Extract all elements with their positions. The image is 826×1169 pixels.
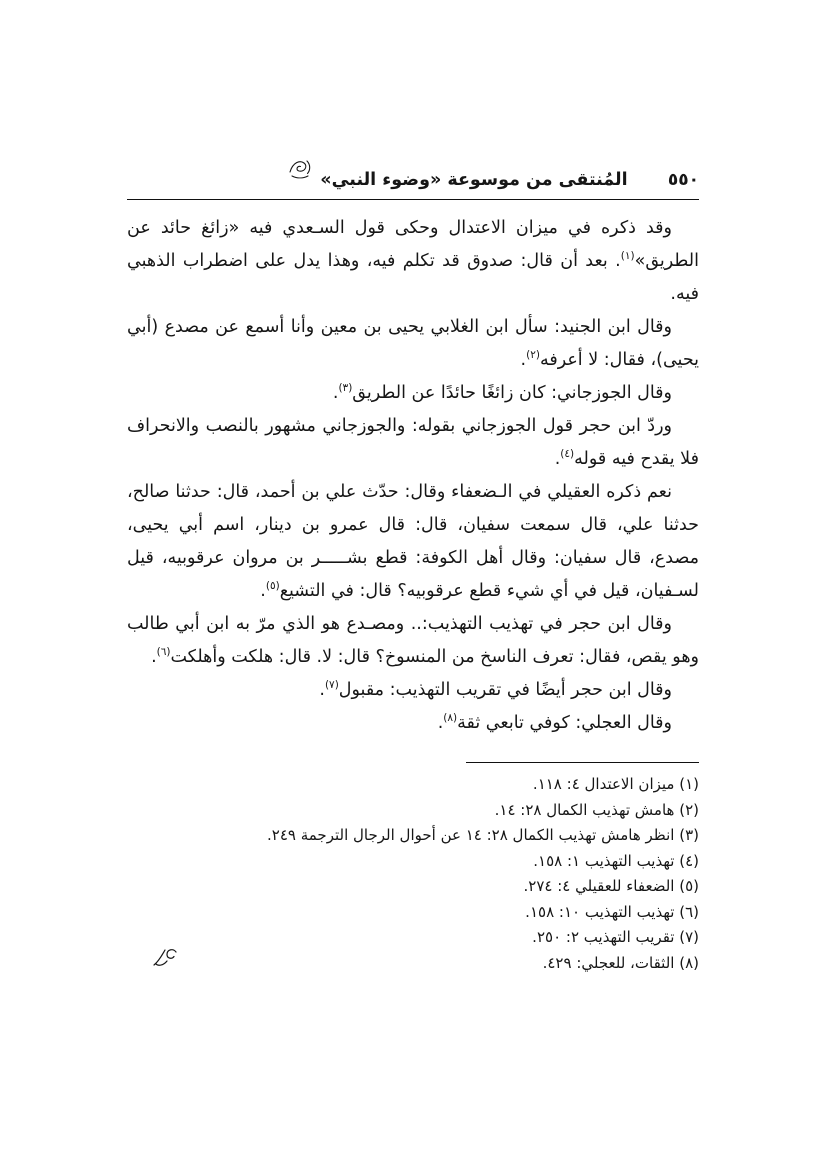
running-title-wrap [287,166,627,190]
footnote-item: (٢) هامش تهذيب الكمال ٢٨: ١٤. [494,800,699,819]
footnotes-section [127,762,699,976]
footnote-marker: (٣) [338,382,353,394]
footnote-marker: (٤) [560,448,575,460]
running-title: المُنتقى من موسوعة «وضوء النبي» [320,170,628,190]
paragraph: وقال ابن حجر في تهذيب التهذيب:.. ومصـدع هو الذي مرّ به ابن أبي طالب وهو يقص، فقال: تعرف الناسخ من المنسوخ؟ قال: لا. قال: هلكت وأهلكت$^{(٦)}$. [127,614,699,667]
footnote-item: (٥) الضعفاء للعقيلي ٤: ٢٧٤. [523,877,699,895]
footnote-number: (٢) [679,800,699,819]
footnote-marker: (٦) [156,646,171,658]
footnote-marker: (٨) [443,712,458,724]
paragraph: وقال ابن حجر أيضًا في تقريب التهذيب: مقبول$^{(٧)}$. [319,679,672,700]
footnote-marker: (٧) [324,679,339,691]
paragraph: نعم ذكره العقيلي في الـضعفاء وقال: حدّث علي بن أحمد، قال: حدثنا صالح، حدثنا علي، قال سمعت سفيان، قال: قال عمرو بن دينار، اسم أبي يحيى، مصدع، قال سفيان: وقال أهل الكوفة: قطع بشـــــر بن مروان عرقوبيه، قيل لسـفيان، قيل في أي شيء قطع عرقوبيه؟ قال: في التشيع$^{(٥)}$. [127,482,699,601]
footnote-number: (١) [679,775,699,793]
footnote-number: (٤) [679,851,699,870]
body-text [127,200,699,740]
page-header [127,166,699,200]
footnote-marker: (٢) [526,349,540,361]
paragraph: وردّ ابن حجر قول الجوزجاني بقوله: والجوزجاني مشهور بالنصب والانحراف فلا يقدح فيه قوله$^{(٤)}$. [127,416,699,469]
footnote-item: (١) ميزان الاعتدال ٤: ١١٨. [532,775,699,793]
footnote-item: (٦) تهذيب التهذيب ١٠: ١٥٨. [525,902,699,921]
page-content [127,166,699,976]
paragraph: وقال العجلي: كوفي تابعي ثقة$^{(٨)}$. [437,712,672,733]
catchword-flourish-icon [150,946,180,970]
footnote-item: (٨) الثقات، للعجلي: ٤٢٩. [542,953,699,972]
footnote-marker: (١) [620,250,635,262]
footnote-number: (٦) [679,902,699,921]
pbuh-honorific-icon [287,157,313,181]
footnote-separator [466,762,699,763]
footnote-item: (٧) تقريب التهذيب ٢: ٢٥٠. [532,928,699,946]
paragraph: وقد ذكره في ميزان الاعتدال وحكى قول السـعدي فيه «زائغ حائد عن الطريق»$^{(١)}$. بعد أن قال: صدوق قد تكلم فيه، وهذا يدل على اضطراب الذهبي فيه. [127,218,699,304]
paragraph: وقال الجوزجاني: كان زائغًا حائدًا عن الطريق$^{(٣)}$. [332,382,672,403]
footnotes-list [127,772,699,976]
page-number: ٥٥٠ [667,170,699,190]
footnote-item: (٤) تهذيب التهذيب ١: ١٥٨. [533,851,699,870]
footnote-number: (٧) [679,928,699,946]
footnote-marker: (٥) [265,580,280,592]
footnote-item: (٣) انظر هامش تهذيب الكمال ٢٨: ١٤ عن أحوال الرجال الترجمة ٢٤٩. [267,826,699,844]
footnote-number: (٨) [679,953,699,972]
paragraph: وقال ابن الجنيد: سأل ابن الغلابي يحيى بن معين وأنا أسمع عن مصدع (أبي يحيى)، فقال: لا أعرفه$^{(٢)}$. [127,317,699,370]
footnote-number: (٥) [679,877,699,895]
footnote-number: (٣) [679,826,699,844]
